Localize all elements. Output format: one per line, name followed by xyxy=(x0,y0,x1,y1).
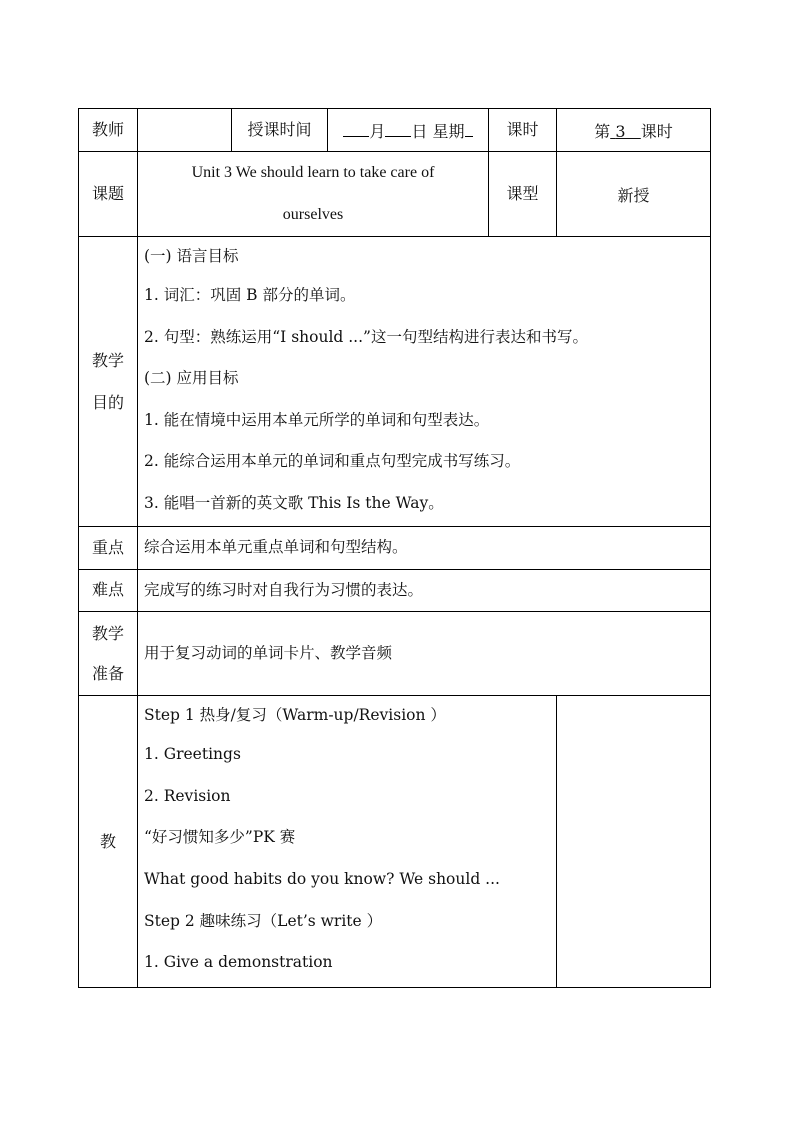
period-suffix: 课时 xyxy=(640,121,673,141)
procedure-step: “好习惯知多少”PK 赛 xyxy=(144,828,296,847)
preparation-label: 教学 准备 xyxy=(79,612,138,696)
topic-title-line-1: Unit 3 We should learn to take care of xyxy=(191,164,435,181)
objective-item: (一) 语言目标 xyxy=(144,247,239,265)
objective-item: 2. 句型：熟练运用“I should ...”这一句型结构进行表达和书写。 xyxy=(144,327,588,346)
objective-item: (二) 应用目标 xyxy=(144,369,239,388)
objectives-list xyxy=(138,237,711,527)
procedure-notes-column xyxy=(557,696,711,988)
teacher-value xyxy=(138,109,232,152)
preparation-row xyxy=(79,612,711,696)
procedure-step: Step 2 趣味练习（Let’s write ） xyxy=(144,911,383,930)
topic-title xyxy=(138,152,489,237)
month-text: 月 xyxy=(369,121,386,141)
topic-row xyxy=(79,152,711,237)
procedure-step: Step 1 热身/复习（Warm-up/Revision ） xyxy=(144,706,446,725)
preparation-value: 用于复习动词的单词卡片、教学音频 xyxy=(138,612,711,696)
difficulties-row xyxy=(79,569,711,612)
procedure-label: 教 xyxy=(79,696,138,988)
header-row xyxy=(79,109,711,152)
time-label: 授课时间 xyxy=(232,109,328,152)
lesson-plan-table xyxy=(78,108,711,988)
topic-title-line-2: ourselves xyxy=(282,206,344,223)
period-label: 课时 xyxy=(489,109,557,152)
type-value: 新授 xyxy=(557,152,711,237)
procedure-step: 2. Revision xyxy=(144,786,231,805)
key-points-label: 重点 xyxy=(79,527,138,570)
objective-item: 3. 能唱一首新的英文歌 This Is the Way。 xyxy=(144,493,444,512)
period-value xyxy=(557,109,711,152)
period-prefix: 第 xyxy=(594,121,611,141)
objective-item: 1. 词汇：巩固 B 部分的单词。 xyxy=(144,286,356,304)
objective-item: 1. 能在情境中运用本单元所学的单词和句型表达。 xyxy=(144,410,490,429)
day-text: 日 xyxy=(411,121,428,141)
objectives-label: 教学 目的 xyxy=(79,237,138,527)
key-points-row xyxy=(79,527,711,570)
type-label: 课型 xyxy=(489,152,557,237)
week-text: 星期 xyxy=(432,121,465,141)
difficulties-value: 完成写的练习时对自我行为习惯的表达。 xyxy=(138,569,711,612)
key-points-value: 综合运用本单元重点单词和句型结构。 xyxy=(138,527,711,570)
procedure-steps xyxy=(138,696,557,988)
objective-item: 2. 能综合运用本单元的单词和重点句型完成书写练习。 xyxy=(144,452,521,471)
time-value xyxy=(328,109,489,152)
period-number: 3 xyxy=(615,121,626,141)
objectives-row xyxy=(79,237,711,527)
procedure-step: What good habits do you know? We should ... xyxy=(144,869,500,888)
procedure-step: 1. Give a demonstration xyxy=(144,953,333,972)
procedure-step: 1. Greetings xyxy=(144,745,241,764)
topic-label: 课题 xyxy=(79,152,138,237)
teacher-label: 教师 xyxy=(79,109,138,152)
procedure-row xyxy=(79,696,711,988)
difficulties-label: 难点 xyxy=(79,569,138,612)
